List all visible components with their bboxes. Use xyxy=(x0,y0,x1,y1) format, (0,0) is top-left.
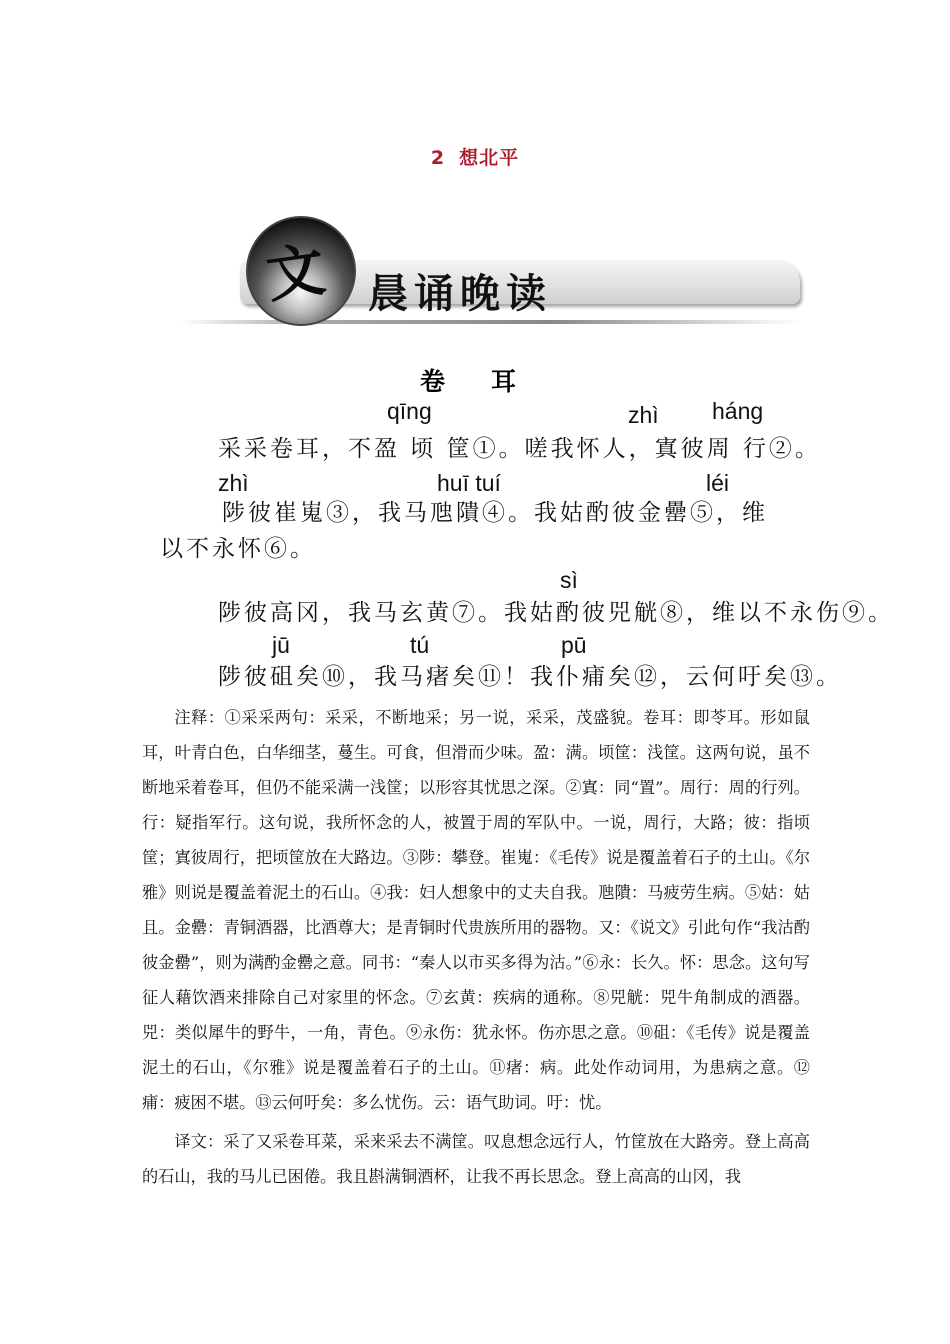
pinyin-zhi: zhì xyxy=(628,402,659,428)
notes-paragraph: 注释：①采采两句：采采，不断地采；另一说，采采，茂盛貌。卷耳：即苓耳。形如鼠耳，叶青白色，白华细茎，蔓生。可食，但滑而少味。盈：满。顷筐：浅筐。这两句说，虽不断地采着卷耳，但仍不能采满一浅筐；以形容其忧思之深。②寘：同“置”。周行：周的行列。行：疑指军行。这句说，我所怀念的人，被置于周的军队中。一说，周行，大路；彼：指顷筐；寘彼周行，把顷筐放在大路边。③陟：攀登。崔嵬：《毛传》说是覆盖着石子的土山。《尔雅》则说是覆盖着泥土的石山。④我：妇人想象中的丈夫自我。虺隤：马疲劳生病。⑤姑：姑且。金罍：青铜酒器，比酒尊大；是青铜时代贵族所用的器物。又：《说文》引此句作“我沽酌彼金罍”，则为满酌金罍之意。同书：“秦人以市买多得为沽。”⑥永：长久。怀：思念。这句写征人藉饮酒来排除自己对家里的怀念。⑦玄黄：疾病的通称。⑧兕觥：兕牛角制成的酒器。兕：类似犀牛的野牛，一角，青色。⑨永伤：犹永怀。伤亦思之意。⑩砠：《毛传》说是覆盖泥土的石山，《尔雅》说是覆盖着石子的土山。⑪瘏：病。此处作动词用，为患病之意。⑫痡：疲困不堪。⑬云何吁矣：多么忧伤。云：语气助词。吁：忧。 xyxy=(142,708,810,1112)
translation-paragraph: 译文：采了又采卷耳菜，采来采去不满筐。叹息想念远行人，竹筐放在大路旁。登上高高的石山，我的马儿已困倦。我且斟满铜酒杯，让我不再长思念。登上高高的山冈，我 xyxy=(142,1132,810,1186)
poem-line-1: 采采卷耳，不盈 顷 筐①。嗟我怀人，寘彼周 行②。 xyxy=(218,436,821,462)
notes-section xyxy=(142,700,810,1194)
pinyin-si: sì xyxy=(560,567,578,593)
poem-line-4: 陟彼高冈，我马玄黄⑦。我姑酌彼兕觥⑧，维以不永伤⑨。 xyxy=(218,600,894,626)
banner-emblem-glyph: 文 xyxy=(262,235,330,311)
pinyin-zhi-2: zhì xyxy=(218,470,249,496)
pinyin-pu: pū xyxy=(561,632,587,658)
banner-emblem-icon xyxy=(246,216,356,326)
pinyin-hui-tui: huī tuí xyxy=(437,470,501,496)
poem-title: 卷耳 xyxy=(420,367,563,396)
chapter-title xyxy=(0,143,950,170)
banner-title: 晨诵晚读 xyxy=(368,271,552,317)
pinyin-lei: léi xyxy=(706,470,730,496)
poem-line-5: 陟彼砠矣⑩，我马瘏矣⑪！我仆痡矣⑫，云何吁矣⑬。 xyxy=(218,664,842,690)
pinyin-qing: qīng xyxy=(387,398,432,424)
pinyin-hang: háng xyxy=(712,398,764,424)
section-banner xyxy=(150,212,800,332)
pinyin-ju: jū xyxy=(272,632,290,658)
chapter-name: 想北平 xyxy=(459,147,520,169)
poem-line-2: 陟彼崔嵬③，我马虺隤④。我姑酌彼金罍⑤，维 xyxy=(222,500,768,526)
pinyin-tu: tú xyxy=(410,632,430,658)
chapter-number: 2 xyxy=(430,147,446,169)
poem-line-3: 以不永怀⑥。 xyxy=(160,536,316,562)
banner-underline xyxy=(180,320,800,324)
